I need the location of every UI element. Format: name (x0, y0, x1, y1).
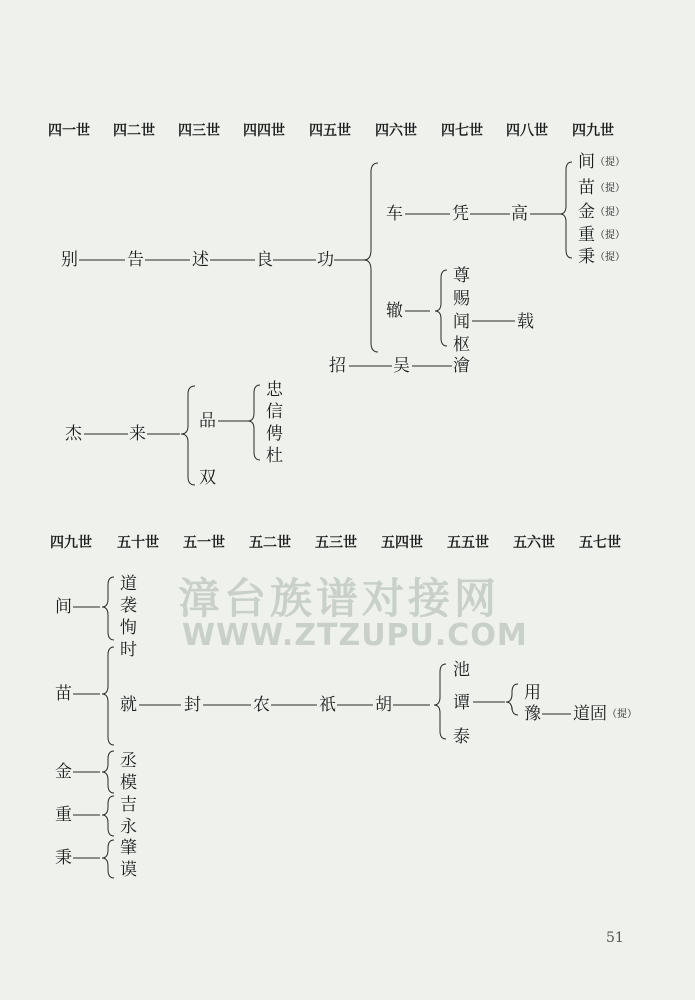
person-name: 来 (129, 424, 146, 444)
person-name: 苗 (578, 178, 595, 198)
note-mark: （提） (607, 709, 637, 720)
person-name: 间 (578, 152, 595, 172)
person-name: 别 (61, 250, 78, 270)
person-name: 杜 (266, 446, 283, 466)
person-name: 尊 (453, 266, 470, 286)
person-name-with-note (578, 202, 625, 223)
person-name-with-note (578, 178, 625, 199)
generation-label: 五二世 (249, 535, 291, 551)
person-name: 载 (517, 312, 534, 332)
person-name: 袭 (120, 596, 137, 616)
person-name: 用 (524, 683, 541, 703)
generation-label: 五五世 (447, 535, 489, 551)
person-name: 间 (55, 597, 72, 617)
person-name: 信 (266, 402, 283, 422)
person-name: 招 (329, 356, 346, 376)
person-name: 吉 (120, 795, 137, 815)
person-name: 模 (120, 773, 137, 793)
person-name: 就 (120, 695, 137, 715)
person-name: 苗 (55, 684, 72, 704)
person-name: 双 (199, 468, 216, 488)
person-name: 俜 (266, 424, 283, 444)
person-name: 秉 (55, 848, 72, 868)
person-name: 告 (127, 250, 144, 270)
person-name: 池 (453, 660, 470, 680)
person-name: 肇 (120, 838, 137, 858)
person-name: 谟 (120, 860, 137, 880)
person-name: 良 (256, 250, 273, 270)
person-name: 豫 (524, 704, 541, 724)
generation-label: 五七世 (579, 535, 621, 551)
person-name: 祇 (319, 695, 336, 715)
person-name: 永 (120, 817, 137, 837)
person-name: 泰 (453, 727, 470, 747)
person-name: 谭 (453, 693, 470, 713)
generation-label: 五三世 (315, 535, 357, 551)
generation-label: 四六世 (375, 123, 417, 139)
person-name: 杰 (65, 424, 82, 444)
person-name: 道固 (573, 704, 607, 724)
page-number: 51 (606, 930, 624, 946)
person-name: 农 (253, 695, 270, 715)
generation-label: 五六世 (513, 535, 555, 551)
watermark-text: 漳台族谱对接网 (178, 574, 501, 623)
person-name: 功 (317, 250, 334, 270)
person-name: 金 (578, 202, 595, 222)
person-name-with-note (578, 225, 625, 246)
generation-label: 五一世 (183, 535, 225, 551)
person-name: 品 (199, 411, 216, 431)
person-name: 丞 (120, 751, 137, 771)
generation-label: 四七世 (441, 123, 483, 139)
generation-label: 五四世 (381, 535, 423, 551)
person-name: 枢 (453, 335, 470, 355)
person-name: 道 (120, 574, 137, 594)
person-name: 恂 (120, 618, 137, 638)
note-mark: （提） (595, 183, 625, 194)
person-name: 重 (578, 225, 595, 245)
generation-label: 四四世 (243, 123, 285, 139)
generation-label: 四五世 (309, 123, 351, 139)
note-mark: （提） (595, 207, 625, 218)
person-name: 重 (55, 805, 72, 825)
person-name-with-note (573, 704, 637, 725)
person-name: 闻 (453, 312, 470, 332)
person-name: 胡 (375, 695, 392, 715)
generation-label: 四一世 (48, 123, 90, 139)
person-name: 辙 (386, 301, 403, 321)
person-name-with-note (578, 247, 625, 268)
person-name: 高 (511, 204, 528, 224)
person-name: 赐 (453, 289, 470, 309)
person-name: 述 (192, 250, 209, 270)
person-name: 凭 (452, 204, 469, 224)
generation-label: 五十世 (117, 535, 159, 551)
generation-label: 四二世 (113, 123, 155, 139)
person-name: 金 (55, 762, 72, 782)
person-name: 封 (184, 695, 201, 715)
generation-label: 四九世 (572, 123, 614, 139)
person-name: 时 (120, 640, 137, 660)
watermark-url: WWW.ZTZUPU.COM (182, 618, 528, 653)
person-name: 车 (386, 204, 403, 224)
generation-label: 四三世 (178, 123, 220, 139)
person-name: 吴 (393, 356, 410, 376)
note-mark: （提） (595, 252, 625, 263)
note-mark: （提） (595, 230, 625, 241)
note-mark: （提） (595, 157, 625, 168)
generation-label: 四八世 (506, 123, 548, 139)
person-name: 澮 (453, 356, 470, 376)
generation-label: 四九世 (50, 535, 92, 551)
person-name: 忠 (266, 380, 283, 400)
person-name: 秉 (578, 247, 595, 267)
person-name-with-note (578, 152, 625, 173)
